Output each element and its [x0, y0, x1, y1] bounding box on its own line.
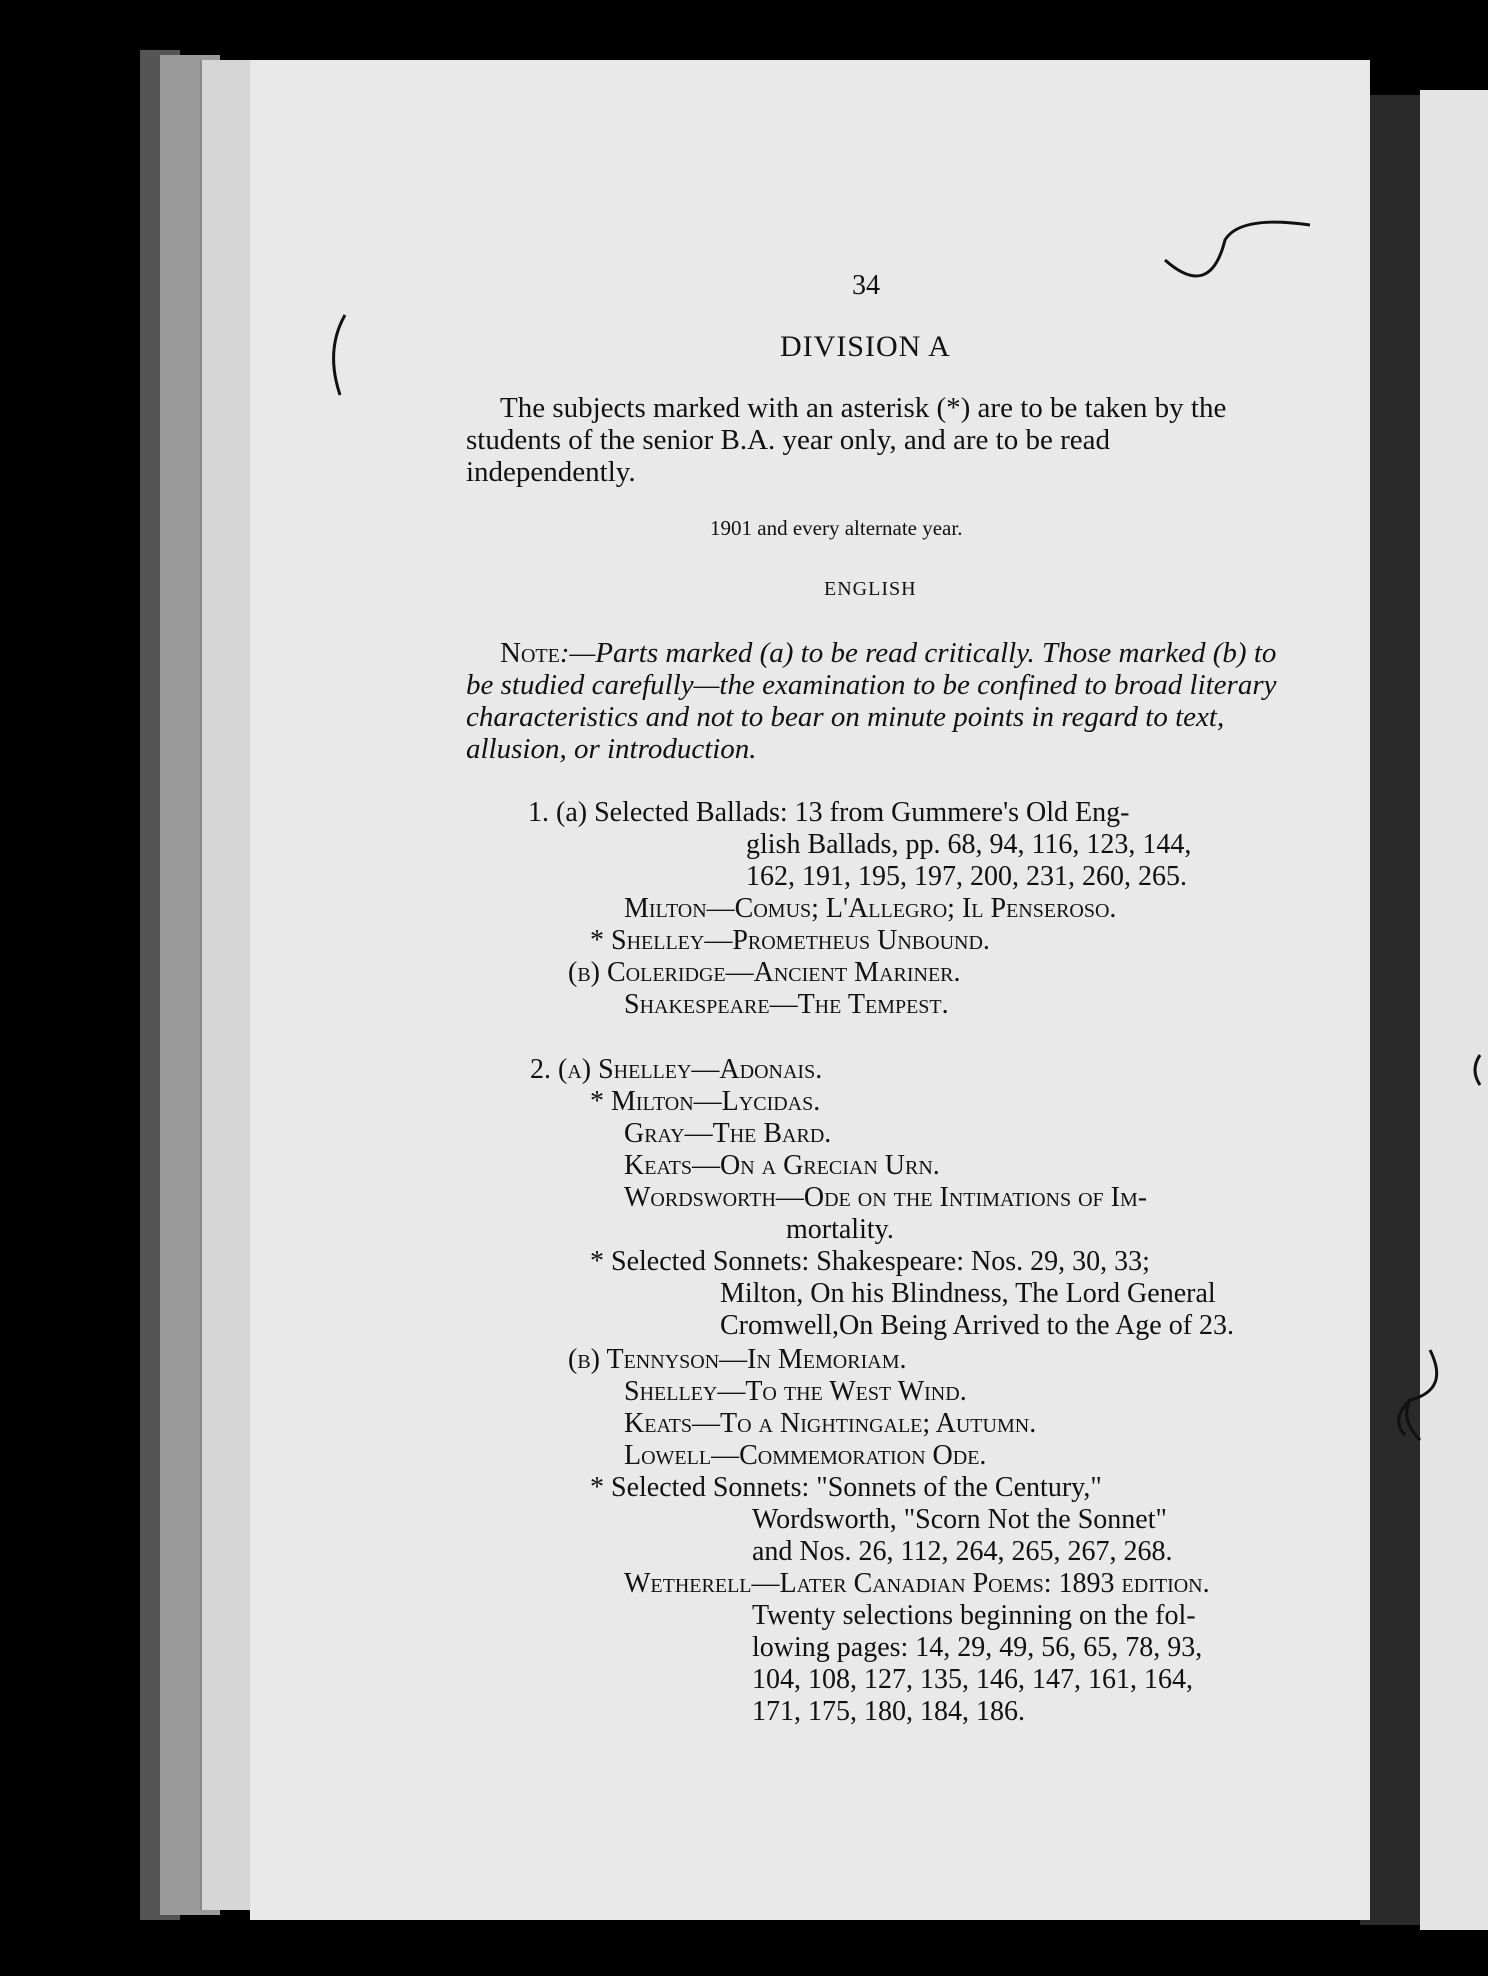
list-line: 104, 108, 127, 135, 146, 147, 161, 164, [752, 1664, 1193, 1695]
list-line: lowing pages: 14, 29, 49, 56, 65, 78, 93, [752, 1632, 1203, 1663]
list-line: Shelley—To the West Wind. [624, 1376, 967, 1407]
list-line: * Milton—Lycidas. [590, 1086, 821, 1117]
note-paragraph [466, 637, 1286, 765]
section-heading: ENGLISH [824, 578, 917, 600]
list-line: 171, 175, 180, 184, 186. [752, 1696, 1025, 1727]
list-line: Milton, On his Blindness, The Lord General [720, 1278, 1216, 1309]
list-line: and Nos. 26, 112, 264, 265, 267, 268. [752, 1536, 1173, 1567]
list-line: (b) Tennyson—In Memoriam. [568, 1344, 907, 1375]
list-line: Milton—Comus; L'Allegro; Il Penseroso. [624, 893, 1117, 924]
list-line: Wordsworth, "Scorn Not the Sonnet" [752, 1504, 1167, 1535]
list-line: 162, 191, 195, 197, 200, 231, 260, 265. [746, 861, 1187, 892]
note-label: Note [500, 637, 560, 669]
list-line: Cromwell,On Being Arrived to the Age of 23. [720, 1310, 1235, 1341]
list-line: Wetherell—Later Canadian Poems: 1893 edition. [624, 1568, 1210, 1599]
list-line: * Selected Sonnets: Shakespeare: Nos. 29, 30, 33; [590, 1246, 1150, 1277]
list-line: glish Ballads, pp. 68, 94, 116, 123, 144, [746, 829, 1192, 860]
page-title: DIVISION A [780, 330, 951, 363]
list-line: Wordsworth—Ode on the Intimations of Im- [624, 1182, 1148, 1213]
list-line: Gray—The Bard. [624, 1118, 832, 1149]
list-line: Shakespeare—The Tempest. [624, 989, 949, 1020]
page-number: 34 [852, 270, 880, 301]
list-line: * Shelley—Prometheus Unbound. [590, 925, 990, 956]
list-line: 2. (a) Shelley—Adonais. [530, 1054, 823, 1085]
note-text: :—Parts marked (a) to be read critically. Those marked (b) to be studied carefully—the examination to be confined to broad literary characteristics and not to bear on minute points in regard to text, allusion, or introduction. [466, 637, 1277, 765]
subtitle: 1901 and every alternate year. [710, 516, 963, 540]
list-line: Lowell—Commemoration Ode. [624, 1440, 987, 1471]
list-line: (b) Coleridge—Ancient Mariner. [568, 957, 961, 988]
list-line: Twenty selections beginning on the fol- [752, 1600, 1196, 1631]
list-line: Keats—To a Nightingale; Autumn. [624, 1408, 1037, 1439]
intro-paragraph: The subjects marked with an asterisk (*) are to be taken by the students of the senior B.A. year only, and are to be read independently. [466, 392, 1227, 488]
list-line: Keats—On a Grecian Urn. [624, 1150, 940, 1181]
list-line: * Selected Sonnets: "Sonnets of the Century," [590, 1472, 1102, 1503]
list-line: 1. (a) Selected Ballads: 13 from Gummere's Old Eng- [528, 797, 1130, 828]
list-line: mortality. [786, 1214, 894, 1245]
